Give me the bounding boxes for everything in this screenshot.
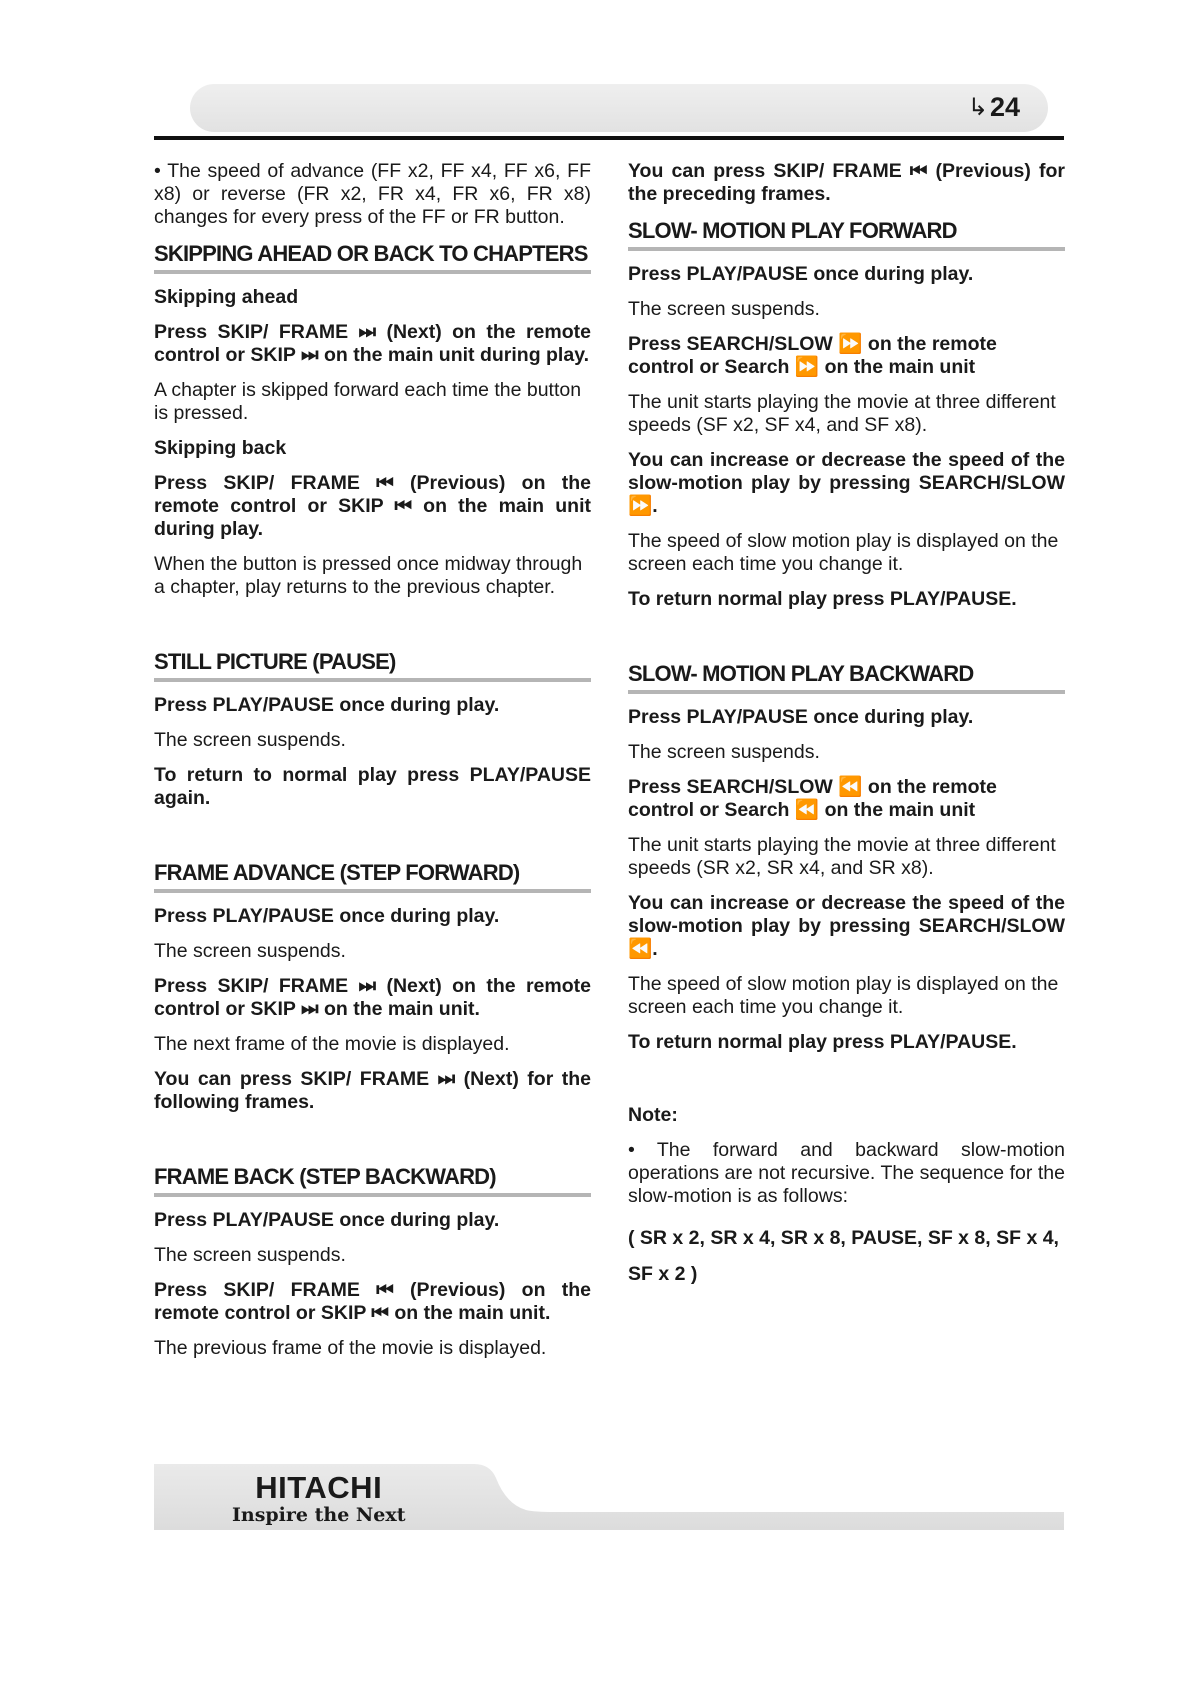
skipping-back-desc: When the button is pressed once midway through a chapter, play returns to the previous chapter. [154, 553, 583, 598]
section-heading-slow-backward: SLOW- MOTION PLAY BACKWARD [628, 661, 1065, 694]
skipping-back-title: Skipping back [154, 437, 287, 459]
frame-advance-more: You can press SKIP/ FRAME ⏭ (Next) for the following frames. [154, 1068, 591, 1113]
slow-forward-speed: You can increase or decrease the speed of the slow-motion play by pressing SEARCH/SLOW ⏩. [628, 449, 1065, 517]
slow-forward-step2: Press SEARCH/SLOW ⏩ on the remote control or Search ⏩ on the main unit [628, 333, 997, 378]
note-text: • The forward and backward slow-motion operations are not recursive. The sequence for the slow-motion is as follows: [628, 1139, 1065, 1207]
skipping-ahead-title: Skipping ahead [154, 286, 299, 308]
right-column [628, 160, 1065, 1304]
left-column [154, 160, 591, 1372]
frame-advance-result: The next frame of the movie is displayed. [154, 1033, 510, 1055]
slow-forward-step1: Press PLAY/PAUSE once during play. [628, 263, 974, 285]
slow-backward-step2: Press SEARCH/SLOW ⏪ on the remote control or Search ⏪ on the main unit [628, 776, 997, 821]
logo-tagline: Inspire the Next [232, 1504, 406, 1526]
section-heading-frame-advance: FRAME ADVANCE (STEP FORWARD) [154, 860, 591, 893]
skipping-back-instruction: Press SKIP/ FRAME ⏮ (Previous) on the remote control or SKIP ⏮ on the main unit during play. [154, 472, 591, 540]
frame-back-step2: Press SKIP/ FRAME ⏮ (Previous) on the remote control or SKIP ⏮ on the main unit. [154, 1279, 591, 1324]
slow-forward-display: The speed of slow motion play is displayed on the screen each time you change it. [628, 530, 1059, 575]
frame-back-result: The previous frame of the movie is displayed. [154, 1337, 547, 1359]
still-desc: The screen suspends. [154, 729, 346, 751]
skipping-ahead-desc: A chapter is skipped forward each time the button is pressed. [154, 379, 582, 424]
frame-back-desc: The screen suspends. [154, 1244, 346, 1266]
header-bar [190, 84, 1048, 132]
slow-backward-display: The speed of slow motion play is displayed on the screen each time you change it. [628, 973, 1059, 1018]
slow-backward-step1: Press PLAY/PAUSE once during play. [628, 706, 974, 728]
frame-back-step1: Press PLAY/PAUSE once during play. [154, 1209, 500, 1231]
slow-backward-speed: You can increase or decrease the speed of the slow-motion play by pressing SEARCH/SLOW ⏪. [628, 892, 1065, 960]
section-heading-chapters: SKIPPING AHEAD OR BACK TO CHAPTERS [154, 241, 591, 274]
still-return: To return to normal play press PLAY/PAUSE again. [154, 764, 591, 809]
section-heading-frame-back: FRAME BACK (STEP BACKWARD) [154, 1164, 591, 1197]
hitachi-logo [232, 1472, 405, 1526]
header-rule [154, 136, 1064, 140]
footer [154, 1464, 1064, 1536]
page-number-text: 24 [989, 92, 1020, 122]
slow-backward-result: The unit starts playing the movie at three different speeds (SR x2, SR x4, and SR x8). [628, 834, 1056, 879]
note-title: Note: [628, 1104, 678, 1126]
slow-backward-desc: The screen suspends. [628, 741, 820, 763]
slow-forward-return: To return normal play press PLAY/PAUSE. [628, 588, 1017, 610]
speed-intro: • The speed of advance (FF x2, FF x4, FF x6, FF x8) or reverse (FR x2, FR x4, FR x6, FR x8) changes for every press of the FF or FR button. [154, 160, 591, 228]
frame-advance-desc: The screen suspends. [154, 940, 346, 962]
skipping-ahead-instruction: Press SKIP/ FRAME ⏭ (Next) on the remote control or SKIP ⏭ on the main unit during play. [154, 321, 591, 366]
slow-backward-return: To return normal play press PLAY/PAUSE. [628, 1031, 1017, 1053]
note-sequence-1: ( SR x 2, SR x 4, SR x 8, PAUSE, SF x 8, SF x 4, [628, 1227, 1059, 1249]
frame-advance-step2: Press SKIP/ FRAME ⏭ (Next) on the remote control or SKIP ⏭ on the main unit. [154, 975, 591, 1020]
frame-back-more: You can press SKIP/ FRAME ⏮ (Previous) for the preceding frames. [628, 160, 1065, 205]
section-heading-still: STILL PICTURE (PAUSE) [154, 649, 591, 682]
page-number [968, 92, 1020, 123]
note-sequence-2: SF x 2 ) [628, 1263, 698, 1285]
section-heading-slow-forward: SLOW- MOTION PLAY FORWARD [628, 218, 1065, 251]
slow-forward-desc: The screen suspends. [628, 298, 820, 320]
page-arrow-icon: ↳ [967, 94, 988, 121]
slow-forward-result: The unit starts playing the movie at three different speeds (SF x2, SF x4, and SF x8). [628, 391, 1056, 436]
logo-brand: HITACHI [255, 1470, 383, 1505]
frame-advance-step1: Press PLAY/PAUSE once during play. [154, 905, 500, 927]
still-step1: Press PLAY/PAUSE once during play. [154, 694, 500, 716]
